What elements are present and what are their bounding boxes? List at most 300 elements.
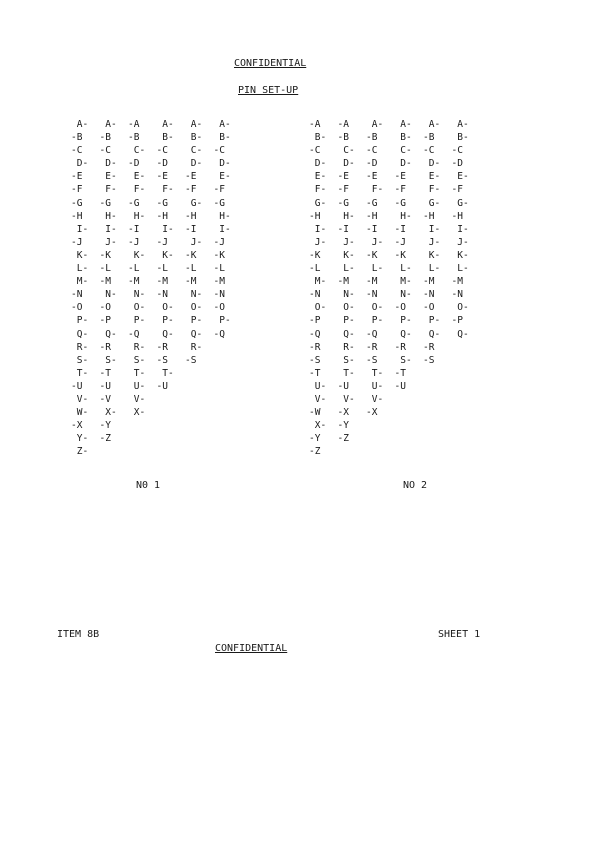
pin-row	[309, 308, 480, 327]
pin-cell: -G	[156, 197, 168, 209]
pin-cell: -E	[71, 171, 83, 183]
pin-cell: F-	[366, 184, 384, 196]
pin-row	[71, 204, 242, 222]
pin-cell: O-	[185, 302, 203, 314]
pin-cell: D-	[309, 158, 327, 170]
pin-cell: E-	[309, 171, 327, 183]
pin-cell: -C	[99, 145, 111, 157]
pin-row	[71, 322, 242, 340]
pin-cell: V-	[366, 393, 384, 405]
pin-cell: -J	[128, 236, 140, 248]
pin-row	[71, 164, 242, 183]
pin-cell: -O	[71, 302, 83, 314]
pin-cell: P-	[366, 315, 384, 327]
pin-cell: -G	[394, 197, 406, 209]
pin-cell: K-	[156, 249, 174, 261]
pin-cell: -M	[156, 276, 168, 288]
pin-cell: H-	[337, 210, 355, 222]
pin-cell: -Z	[309, 446, 321, 458]
pin-cell: -K	[99, 249, 111, 261]
pin-cell: I-	[99, 223, 117, 235]
pin-cell: -A	[337, 119, 349, 130]
pin-cell: O-	[337, 302, 355, 314]
pin-cell: -P	[451, 315, 463, 327]
pin-cell: A-	[71, 119, 89, 130]
pin-row	[309, 191, 480, 209]
table-caption-no2: NO 2	[403, 480, 428, 491]
pin-cell: -S	[366, 354, 378, 366]
pin-cell: Q-	[337, 328, 355, 340]
pin-cell: F-	[156, 184, 174, 196]
confidential-header: CONFIDENTIAL	[234, 58, 307, 69]
pin-cell: -M	[185, 276, 197, 288]
pin-cell: -M	[423, 276, 435, 288]
pin-cell: U-	[309, 380, 327, 392]
pin-cell: -G	[366, 197, 378, 209]
pin-cell: -N	[451, 289, 463, 301]
pin-row	[309, 125, 480, 144]
pin-cell: -Q	[128, 328, 140, 340]
pin-cell: -H	[451, 210, 463, 222]
pin-cell: -U	[156, 380, 168, 392]
pin-cell: -S	[156, 354, 168, 366]
pin-cell: P-	[213, 315, 231, 327]
pin-cell: I-	[71, 223, 89, 235]
pin-row	[309, 387, 480, 405]
pin-cell: T-	[71, 367, 89, 379]
pin-cell: V-	[71, 393, 89, 405]
pin-row	[309, 361, 480, 379]
pin-cell: U-	[366, 380, 384, 392]
pin-cell: -V	[99, 393, 111, 405]
pin-cell: E-	[423, 171, 441, 183]
pin-row	[71, 151, 242, 170]
pin-cell: -X	[71, 420, 83, 432]
pin-row	[71, 387, 242, 405]
pin-cell: Q-	[71, 328, 89, 340]
pin-cell: -L	[156, 263, 168, 275]
pin-cell: N-	[185, 289, 203, 301]
pin-row	[71, 138, 242, 157]
pin-cell: A-	[99, 119, 117, 130]
pin-cell: -M	[366, 276, 378, 288]
pin-cell: P-	[337, 315, 355, 327]
pin-cell: -E	[366, 171, 378, 183]
pin-cell: U-	[128, 380, 146, 392]
pin-row	[309, 138, 480, 157]
pin-cell: A-	[366, 119, 384, 130]
pin-table-no2	[309, 112, 480, 458]
pin-cell: -R	[366, 341, 378, 353]
pin-cell: Z-	[71, 446, 89, 458]
pin-cell: Q-	[99, 328, 117, 340]
pin-cell: M-	[309, 276, 327, 288]
pin-row	[71, 191, 242, 209]
pin-cell: -K	[185, 249, 197, 261]
pin-cell: O-	[366, 302, 384, 314]
pin-row	[71, 335, 242, 353]
pin-cell: -Y	[337, 420, 349, 432]
pin-cell: -D	[128, 158, 140, 170]
pin-cell: B-	[309, 132, 327, 144]
pin-cell: -O	[213, 302, 225, 314]
pin-cell: I-	[309, 223, 327, 235]
pin-row	[309, 164, 480, 183]
pin-cell: -M	[99, 276, 111, 288]
pin-row	[71, 125, 242, 144]
pin-cell: R-	[128, 341, 146, 353]
pin-cell: E-	[213, 171, 231, 183]
pin-cell: E-	[128, 171, 146, 183]
pin-cell: P-	[156, 315, 174, 327]
pin-cell: -O	[394, 302, 406, 314]
pin-cell: K-	[337, 249, 355, 261]
pin-cell: -I	[337, 223, 349, 235]
pin-cell: -Z	[337, 433, 349, 445]
pin-cell: -C	[213, 145, 225, 157]
pin-cell: N-	[394, 289, 412, 301]
pin-cell: K-	[423, 249, 441, 261]
pin-cell: -I	[185, 223, 197, 235]
sheet-label: SHEET 1	[438, 629, 481, 640]
pin-cell: -D	[451, 158, 463, 170]
pin-cell: -F	[337, 184, 349, 196]
pin-cell: -C	[366, 145, 378, 157]
pin-cell: Q-	[156, 328, 174, 340]
pin-cell: -N	[71, 289, 83, 301]
pin-cell: -E	[394, 171, 406, 183]
pin-cell: -G	[71, 197, 83, 209]
pin-row	[71, 400, 242, 419]
pin-cell: -F	[394, 184, 406, 196]
pin-row	[309, 335, 480, 353]
pin-cell: C-	[185, 145, 203, 157]
pin-row	[309, 322, 480, 340]
pin-row	[71, 177, 242, 196]
pin-cell: B-	[394, 132, 412, 144]
pin-row	[71, 413, 242, 432]
pin-row	[71, 361, 242, 379]
pin-cell: -G	[337, 197, 349, 209]
pin-cell: J-	[423, 236, 441, 248]
pin-cell: P-	[394, 315, 412, 327]
pin-cell: -Q	[366, 328, 378, 340]
pin-cell: H-	[128, 210, 146, 222]
pin-cell: -Z	[99, 433, 111, 445]
pin-cell: -L	[213, 263, 225, 275]
pin-cell: J-	[451, 236, 469, 248]
pin-cell: -K	[309, 249, 321, 261]
pin-cell: X-	[128, 407, 146, 419]
pin-cell: I-	[156, 223, 174, 235]
pin-cell: -F	[185, 184, 197, 196]
pin-cell: L-	[394, 263, 412, 275]
pin-cell: P-	[128, 315, 146, 327]
pin-cell: -A	[128, 119, 140, 130]
pin-cell: -M	[213, 276, 225, 288]
pin-row	[71, 348, 242, 366]
pin-cell: -I	[128, 223, 140, 235]
pin-cell: T-	[128, 367, 146, 379]
pin-cell: -W	[309, 407, 321, 419]
pin-cell: -F	[451, 184, 463, 196]
pin-row	[71, 256, 242, 275]
pin-cell: B-	[451, 132, 469, 144]
pin-cell: -C	[71, 145, 83, 157]
pin-cell: D-	[213, 158, 231, 170]
pin-row	[71, 269, 242, 288]
pin-cell: -O	[423, 302, 435, 314]
pin-cell: Q-	[394, 328, 412, 340]
pin-cell: -G	[128, 197, 140, 209]
pin-row	[309, 348, 480, 366]
pin-row	[71, 230, 242, 248]
pin-cell: B-	[156, 132, 174, 144]
pin-cell: -B	[128, 132, 140, 144]
item-label: ITEM 8B	[57, 629, 100, 640]
pin-cell: -N	[156, 289, 168, 301]
pin-row	[71, 295, 242, 314]
pin-cell: N-	[128, 289, 146, 301]
pin-cell: D-	[337, 158, 355, 170]
pin-cell: -M	[337, 276, 349, 288]
pin-cell: I-	[451, 223, 469, 235]
pin-cell: Q-	[185, 328, 203, 340]
pin-row	[71, 282, 242, 301]
pin-cell: -N	[366, 289, 378, 301]
pin-cell: -G	[213, 197, 225, 209]
pin-cell: -J	[71, 236, 83, 248]
pin-cell: L-	[337, 263, 355, 275]
pin-row	[309, 439, 480, 458]
pin-cell: M-	[71, 276, 89, 288]
pin-row	[309, 269, 480, 288]
pin-cell: L-	[366, 263, 384, 275]
pin-cell: Q-	[451, 328, 469, 340]
pin-cell: K-	[451, 249, 469, 261]
pin-cell: J-	[366, 236, 384, 248]
pin-cell: -Q	[213, 328, 225, 340]
pin-cell: -X	[337, 407, 349, 419]
pin-cell: -Y	[99, 420, 111, 432]
pin-cell: -D	[156, 158, 168, 170]
pin-cell: D-	[394, 158, 412, 170]
pin-cell: D-	[185, 158, 203, 170]
pin-cell: -M	[128, 276, 140, 288]
pin-cell: -H	[156, 210, 168, 222]
pin-cell: L-	[71, 263, 89, 275]
pin-row	[309, 243, 480, 261]
pin-row	[309, 282, 480, 301]
pin-cell: V-	[309, 393, 327, 405]
pin-row	[71, 426, 242, 445]
pin-row	[71, 112, 242, 130]
pin-cell: -Q	[309, 328, 321, 340]
pin-table-no1	[71, 112, 242, 458]
pin-cell: O-	[156, 302, 174, 314]
pin-cell: G-	[309, 197, 327, 209]
pin-cell: -K	[213, 249, 225, 261]
pin-cell: -B	[99, 132, 111, 144]
confidential-footer: CONFIDENTIAL	[215, 643, 288, 654]
pin-cell: S-	[128, 354, 146, 366]
pin-cell: -S	[309, 354, 321, 366]
table-caption-no1: N0 1	[136, 480, 161, 491]
pin-cell: N-	[99, 289, 117, 301]
pin-cell: -Y	[309, 433, 321, 445]
pin-cell: -H	[309, 210, 321, 222]
pin-cell: D-	[71, 158, 89, 170]
pin-cell: -P	[99, 315, 111, 327]
pin-cell: -J	[394, 236, 406, 248]
pin-cell: -T	[309, 367, 321, 379]
pin-cell: H-	[99, 210, 117, 222]
pin-cell: Y-	[71, 433, 89, 445]
pin-cell: -C	[309, 145, 321, 157]
pin-cell: -N	[309, 289, 321, 301]
pin-cell: S-	[71, 354, 89, 366]
pin-cell: -S	[423, 354, 435, 366]
pin-cell: -D	[366, 158, 378, 170]
pin-cell: -L	[128, 263, 140, 275]
pin-cell: -R	[99, 341, 111, 353]
pin-cell: -G	[99, 197, 111, 209]
pin-row	[309, 295, 480, 314]
pin-cell: -H	[366, 210, 378, 222]
pin-cell: -C	[156, 145, 168, 157]
pin-cell: V-	[337, 393, 355, 405]
pin-row	[309, 374, 480, 392]
pin-cell: -I	[394, 223, 406, 235]
pin-cell: -H	[71, 210, 83, 222]
pin-cell: J-	[99, 236, 117, 248]
pin-cell: G-	[185, 197, 203, 209]
pin-cell: F-	[309, 184, 327, 196]
pin-cell: -B	[366, 132, 378, 144]
pin-cell: -J	[156, 236, 168, 248]
pin-cell: -C	[451, 145, 463, 157]
pin-row	[71, 439, 242, 458]
pin-cell: L-	[423, 263, 441, 275]
pin-cell: J-	[185, 236, 203, 248]
pin-row	[71, 308, 242, 327]
pin-cell: -B	[71, 132, 83, 144]
pin-cell: M-	[394, 276, 412, 288]
pin-row	[309, 112, 480, 130]
pin-cell: -H	[185, 210, 197, 222]
pin-cell: -B	[423, 132, 435, 144]
pin-cell: -U	[337, 380, 349, 392]
pin-cell: K-	[128, 249, 146, 261]
pin-cell: -R	[423, 341, 435, 353]
pin-cell: R-	[337, 341, 355, 353]
pin-cell: -P	[309, 315, 321, 327]
pin-cell: -E	[156, 171, 168, 183]
pin-cell: O-	[451, 302, 469, 314]
pin-cell: J-	[309, 236, 327, 248]
pin-cell: A-	[394, 119, 412, 130]
pin-cell: C-	[337, 145, 355, 157]
pin-cell: -R	[156, 341, 168, 353]
pin-cell: X-	[99, 407, 117, 419]
pin-cell: R-	[185, 341, 203, 353]
pin-cell: A-	[423, 119, 441, 130]
pin-cell: P-	[185, 315, 203, 327]
pin-cell: A-	[451, 119, 469, 130]
page-title: PIN SET-UP	[238, 85, 299, 96]
pin-row	[309, 400, 480, 419]
pin-cell: D-	[423, 158, 441, 170]
pin-cell: O-	[128, 302, 146, 314]
pin-cell: -A	[309, 119, 321, 130]
pin-cell: -E	[337, 171, 349, 183]
pin-cell: -F	[213, 184, 225, 196]
pin-cell: D-	[99, 158, 117, 170]
pin-row	[309, 426, 480, 445]
pin-row	[309, 151, 480, 170]
pin-cell: X-	[309, 420, 327, 432]
pin-row	[71, 243, 242, 261]
pin-cell: -N	[423, 289, 435, 301]
pin-cell: A-	[185, 119, 203, 130]
pin-cell: -K	[366, 249, 378, 261]
pin-cell: -X	[366, 407, 378, 419]
pin-cell: B-	[185, 132, 203, 144]
pin-cell: E-	[99, 171, 117, 183]
pin-cell: -U	[394, 380, 406, 392]
pin-cell: -E	[185, 171, 197, 183]
pin-cell: T-	[337, 367, 355, 379]
pin-cell: -L	[99, 263, 111, 275]
pin-cell: A-	[213, 119, 231, 130]
pin-cell: -U	[71, 380, 83, 392]
pin-cell: P-	[423, 315, 441, 327]
pin-cell: -H	[423, 210, 435, 222]
pin-cell: H-	[394, 210, 412, 222]
pin-cell: -L	[185, 263, 197, 275]
pin-cell: H-	[213, 210, 231, 222]
pin-cell: -J	[213, 236, 225, 248]
pin-cell: -I	[366, 223, 378, 235]
pin-cell: T-	[366, 367, 384, 379]
pin-cell: -M	[451, 276, 463, 288]
pin-row	[309, 204, 480, 222]
pin-cell: -F	[71, 184, 83, 196]
pin-cell: F-	[99, 184, 117, 196]
pin-cell: E-	[451, 171, 469, 183]
pin-cell: T-	[156, 367, 174, 379]
pin-cell: I-	[423, 223, 441, 235]
pin-cell: W-	[71, 407, 89, 419]
pin-cell: F-	[128, 184, 146, 196]
pin-row	[309, 256, 480, 275]
pin-row	[71, 217, 242, 235]
pin-row	[309, 177, 480, 196]
pin-cell: -T	[394, 367, 406, 379]
pin-cell: C-	[394, 145, 412, 157]
pin-cell: -S	[185, 354, 197, 366]
pin-row	[309, 230, 480, 248]
pin-row	[309, 217, 480, 235]
pin-cell: -N	[213, 289, 225, 301]
pin-cell: -K	[394, 249, 406, 261]
pin-cell: F-	[423, 184, 441, 196]
pin-cell: R-	[71, 341, 89, 353]
pin-cell: -C	[423, 145, 435, 157]
pin-cell: -T	[99, 367, 111, 379]
pin-cell: Q-	[423, 328, 441, 340]
pin-cell: O-	[309, 302, 327, 314]
